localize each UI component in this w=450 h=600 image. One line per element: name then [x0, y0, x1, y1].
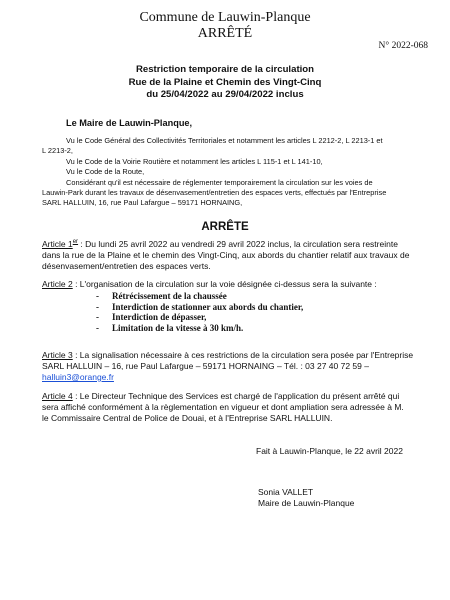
legal-basis — [42, 136, 412, 209]
arrete-heading: ARRÊTE — [201, 221, 249, 233]
article-2 — [42, 279, 414, 290]
list-item: - Interdiction de dépasser, — [96, 312, 207, 323]
article-4-label: Article 4 — [42, 391, 73, 401]
list-item: - Limitation de la vitesse à 30 km/h. — [96, 322, 244, 333]
article-1-line-3: désenvasement/entretien des espaces verts. — [42, 261, 211, 271]
article-1-label: Article 1 — [42, 239, 73, 249]
mayor-heading: Le Maire de Lauwin-Planque, — [66, 118, 193, 128]
list-item: - Rétrécissement de la chaussée — [96, 291, 227, 301]
vu-line-1b: L 2213-2, — [42, 146, 73, 156]
reference-number: N° 2022-068 — [378, 41, 428, 51]
email-link[interactable]: halluin3@orange.fr — [42, 372, 114, 382]
signatory-title: Maire de Lauwin-Planque — [258, 498, 355, 508]
article-1-line-1: : Du lundi 25 avril 2022 au vendredi 29 avril 2022 inclus, la circulation sera restreinte — [78, 239, 398, 249]
article-2-label: Article 2 — [42, 279, 73, 289]
subtitle — [40, 64, 410, 102]
signatory-name: Sonia VALLET — [258, 487, 314, 497]
article-3-label: Article 3 — [42, 350, 73, 360]
list-item: - Interdiction de stationner aux abords du chantier, — [96, 301, 304, 312]
article-1 — [42, 239, 414, 272]
considerant-line-3: SARL HALLUIN, 16, rue Paul Lafargue – 59171 HORNAING, — [42, 198, 243, 208]
article-4-line-1: : Le Directeur Technique des Services est chargé de l'application du présent arrêté qui — [72, 391, 400, 401]
article-4-line-3: le Commissaire Central de Police de Douai, et à l'Entreprise SARL HALLUIN. — [42, 413, 333, 423]
subtitle-line-3: du 25/04/2022 au 29/04/2022 inclus — [146, 89, 304, 101]
article-2-text: : L'organisation de la circulation sur la voie désignée ci-dessus sera la suivante : — [72, 279, 377, 289]
document-type: ARRÊTÉ — [197, 26, 253, 41]
article-1-line-2: dans la rue de la Plaine et le chemin des Vingt-Cinq, aux abords du chantier relatif aux travaux de — [42, 250, 410, 260]
restriction-list — [96, 291, 303, 333]
vu-line-3: Vu le Code de la Route, — [66, 167, 145, 177]
vu-line-2: Vu le Code de la Voirie Routière et notamment les articles L 115-1 et L 141-10, — [66, 156, 323, 166]
subtitle-line-2: Rue de la Plaine et Chemin des Vingt-Cinq — [128, 76, 322, 88]
article-3-line-2: SARL HALLUIN – 16, rue Paul Lafargue – 59171 HORNAING – Tél. : 03 27 40 72 59 – — [42, 361, 369, 371]
considerant-line-1: Considérant qu'il est nécessaire de réglementer temporairement la circulation sur les voies de — [66, 177, 373, 187]
commune-title: Commune de Lauwin-Planque — [139, 10, 311, 25]
article-3-line-1: : La signalisation nécessaire à ces restrictions de la circulation sera posée par l'Entreprise — [72, 350, 414, 360]
subtitle-line-1: Restriction temporaire de la circulation — [135, 64, 315, 75]
place-date: Fait à Lauwin-Planque, le 22 avril 2022 — [256, 446, 403, 456]
article-4 — [42, 391, 414, 424]
article-3 — [42, 350, 414, 383]
article-1-sup: er — [72, 239, 79, 245]
article-4-line-2: sera affiché conformément à la règlementation en vigueur et dont ampliation sera adressée à M. — [42, 402, 404, 412]
vu-line-1a: Vu le Code Général des Collectivités Territoriales et notamment les articles L 2212-2, L 2213-1 et — [66, 136, 383, 145]
considerant-line-2: Lauwin-Park durant les travaux de désenvasement/entretien des espaces verts, effectués par l'Entreprise — [42, 188, 387, 198]
